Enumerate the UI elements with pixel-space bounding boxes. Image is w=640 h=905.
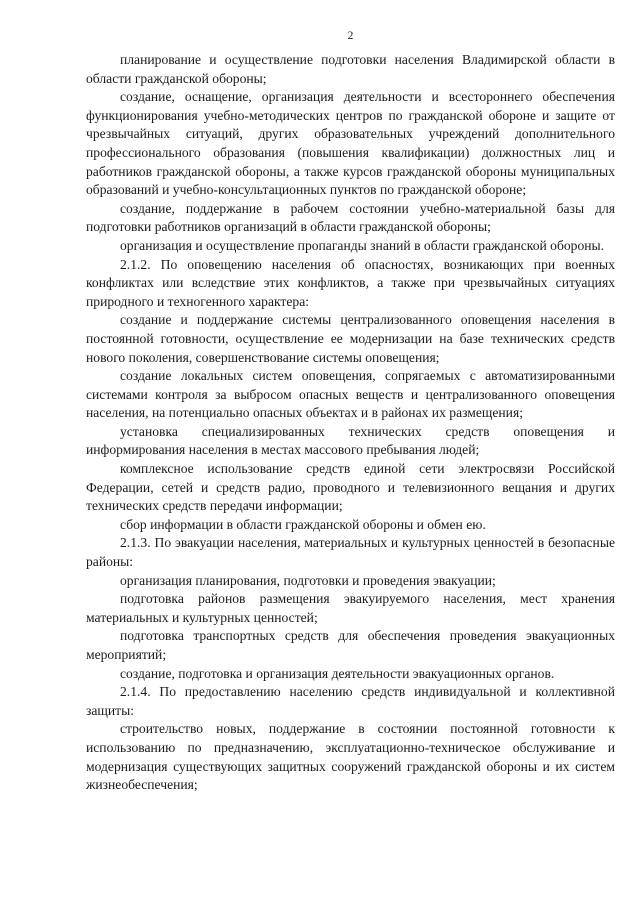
paragraph: установка специализированных технических средств оповещения и информирования населения в местах массового пребывания людей;	[86, 423, 615, 458]
section-heading-paragraph: 2.1.3. По эвакуации населения, материальных и культурных ценностей в безопасные районы:	[86, 535, 615, 570]
document-body	[86, 51, 615, 795]
paragraph: создание, подготовка и организация деятельности эвакуационных органов.	[120, 665, 555, 681]
paragraph: создание и поддержание системы централизованного оповещения населения в постоянной готовности, осуществление ее модернизации на базе технических средств нового поколения, совершенствование системы оповещения;	[86, 312, 615, 365]
paragraph: подготовка районов размещения эвакуируемого населения, мест хранения материальных и культурных ценностей;	[86, 591, 615, 625]
paragraph: организация планирования, подготовки и проведения эвакуации;	[120, 572, 496, 588]
paragraph: строительство новых, поддержание в состоянии постоянной готовности к использованию по предназначению, эксплуатационно-техническое обслуживание и модернизация существующих защитных сооружений гражданской обороны и их систем жизнеобеспечения;	[86, 721, 615, 793]
document-page	[86, 0, 615, 905]
paragraph: создание, поддержание в рабочем состоянии учебно-материальной базы для подготовки работников организаций в области гражданской обороны;	[86, 200, 615, 235]
section-heading-paragraph: 2.1.4. По предоставлению населению средств индивидуальной и коллективной защиты:	[86, 684, 615, 718]
page-number: 2	[347, 30, 354, 42]
paragraph: организация и осуществление пропаганды знаний в области гражданской обороны.	[120, 237, 605, 253]
paragraph: подготовка транспортных средств для обеспечения проведения эвакуационных мероприятий;	[86, 628, 615, 662]
paragraph: планирование и осуществление подготовки населения Владимирской области в области гражданской обороны;	[86, 52, 615, 86]
paragraph: создание, оснащение, организация деятельности и всестороннего обеспечения функционирования учебно-методических центров по гражданской обороне и защите от чрезвычайных ситуаций, других образовательных учреждений дополнительного профессионального образования (повышения квалификации) должностных лиц и работников гражданской обороны, а также курсов гражданской обороны муниципальных образований и учебно-консультационных пунктов по гражданской обороне;	[86, 89, 615, 198]
section-heading-paragraph: 2.1.2. По оповещению населения об опасностях, возникающих при военных конфликтах или вследствие этих конфликтов, а также при чрезвычайных ситуациях природного и техногенного характера:	[86, 256, 615, 309]
paragraph: создание локальных систем оповещения, сопрягаемых с автоматизированными системами контроля за выбросом опасных веществ и централизованного оповещения населения, на потенциально опасных объектах и в районах их размещения;	[86, 368, 615, 421]
paragraph: сбор информации в области гражданской обороны и обмен ею.	[120, 516, 486, 532]
paragraph: комплексное использование средств единой сети электросвязи Российской Федерации, сетей и средств радио, проводного и телевизионного вещания и других технических средств передачи информации;	[86, 461, 615, 514]
